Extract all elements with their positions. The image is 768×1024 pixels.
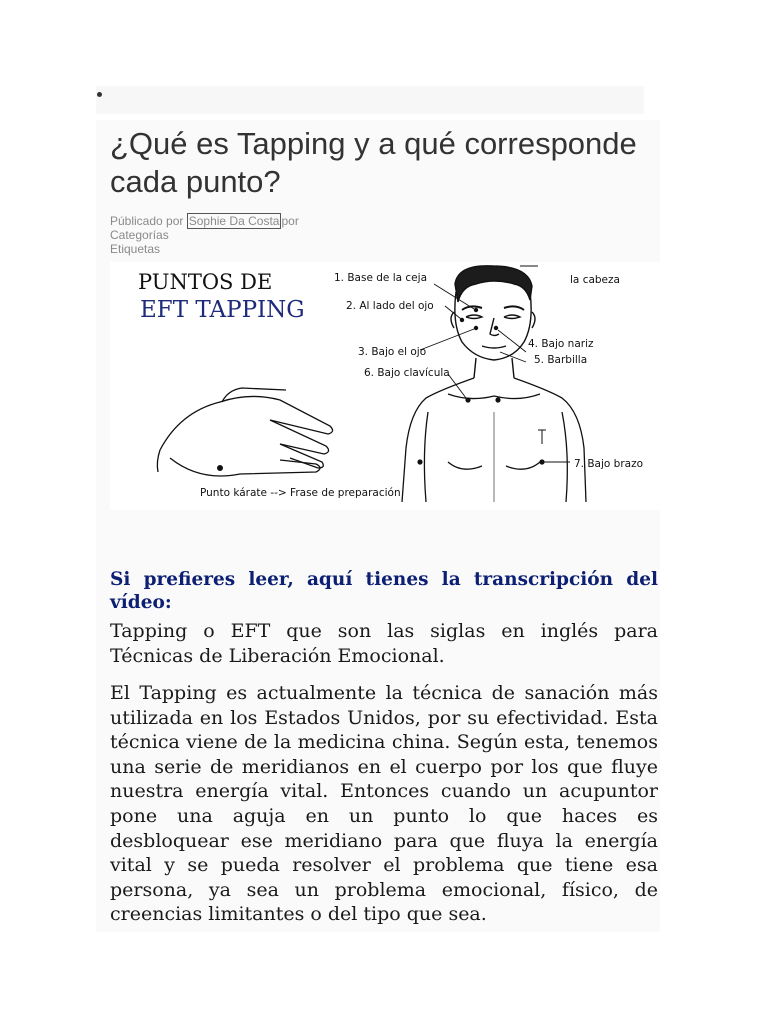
eft-tapping-diagram [110, 262, 660, 510]
paragraph-intro: Tapping o EFT que son las siglas en inglés para Técnicas de Liberación Emocional. [110, 620, 658, 667]
post-meta [110, 214, 410, 256]
label-under-arm: 7. Bajo brazo [574, 458, 644, 470]
label-chin: 5. Barbilla [534, 354, 588, 366]
published-line [110, 214, 410, 228]
top-bar [96, 86, 644, 114]
figure-title-line1: PUNTOS DE [138, 270, 273, 294]
categories-label: Categorías [110, 228, 169, 242]
label-top-head: la cabeza [570, 274, 620, 286]
hand-drawing [157, 388, 332, 476]
author-suffix: por [281, 214, 299, 228]
bullet-dot-icon [97, 92, 102, 97]
label-under-nose: 4. Bajo nariz [528, 338, 594, 350]
eft-diagram-svg [110, 262, 660, 510]
label-eyebrow: 1. Base de la ceja [334, 272, 427, 284]
paragraph-body: El Tapping es actualmente la técnica de sanación más utilizada en los Estados Unidos, por su efectividad. Esta técnica viene de la medicina china. Según esta, tenemos una serie de meridianos en el cuerpo por los que fluye nuestra energía vital. Entonces cuando un acupuntor pone una aguja en un punto lo que haces es desbloquear ese meridiano para que fluya la energía vital y se pueda resolver el problema que tiene esa persona, ya sea un problema emocional, físico, de creencias limitantes o del tipo que sea. [110, 682, 658, 926]
transcript-lead: Si prefieres leer, aquí tienes la transcripción del vídeo: [110, 569, 658, 613]
point-under-arm-left [417, 459, 422, 464]
point-under-arm-right [539, 459, 544, 464]
tags-label: Etiquetas [110, 242, 161, 256]
label-under-eye: 3. Bajo el ojo [358, 346, 427, 358]
published-prefix: Públicado por [110, 214, 184, 228]
point-eyebrow [474, 308, 478, 312]
point-under-nose [494, 326, 498, 330]
point-under-eye [474, 326, 478, 330]
torso-drawing [402, 378, 586, 502]
point-collarbone-left [465, 397, 470, 402]
label-side-eye: 2. Al lado del ojo [346, 300, 434, 312]
head-drawing [451, 266, 535, 378]
figure-title-line2: EFT TAPPING [140, 297, 305, 323]
point-collarbone-right [495, 397, 500, 402]
page-title: ¿Qué es Tapping y a qué corresponde cada punto? [110, 126, 637, 199]
point-karate [217, 465, 223, 471]
author-link[interactable]: Sophie Da Costa [188, 214, 280, 228]
label-karate: Punto kárate --> Frase de preparación [200, 487, 401, 499]
label-collarbone: 6. Bajo clavícula [364, 367, 450, 379]
